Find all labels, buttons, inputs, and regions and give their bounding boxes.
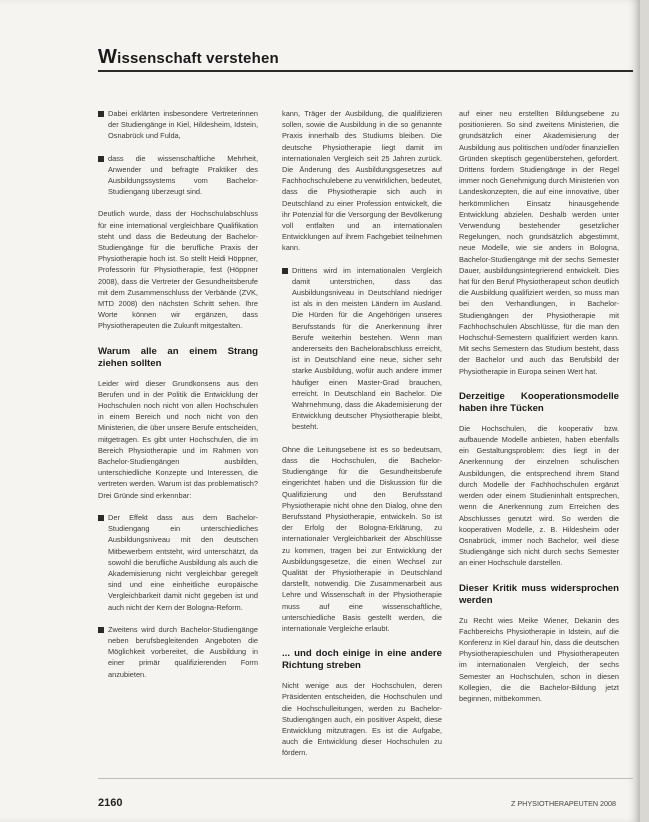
- bullet-item: Zweitens wird durch Bachelor-Studiengänge neben berufsbegleitenden Angeboten die Möglichkeit vorbereitet, die Ausbildung in einer primär qualifizierenden Form anzubieten.: [98, 624, 258, 680]
- footer-rule: [98, 778, 633, 779]
- column-1: [98, 108, 258, 691]
- header-rule: [98, 70, 633, 72]
- subheading: Dieser Kritik muss widersprochen werden: [459, 582, 619, 606]
- subheading: Warum alle an einem Strang ziehen sollten: [98, 345, 258, 369]
- section-header: [98, 46, 279, 69]
- paragraph: Die Hochschulen, die kooperativ bzw. aufbauende Modelle anbieten, haben ebenfalls ein Gestaltungsproblem: dies liegt in der Anerkennung der einzelnen schulischen Ausbildungen, die entsprechend ihrem Stand durch Modelle der Fachhochschulen ergänzt werden oder einem Studieninhalt entsprechen, wenn die Anerkennung zum Erreichen des Abschlusses genutzt wird. So werden die kooperativen Modelle, z. B. Hildesheim oder Osnabrück, immer noch Bachelor, weil diese Studiengänge sich nicht durch sechs Semester an einer Hochschule darstellen.: [459, 423, 619, 568]
- paragraph: auf einer neu erstellten Bildungsebene zu positionieren. So sind zweitens Ministerien, die grundsätzlich einer Akademisierung der Ausbildung aus politischen und/oder finanziellen Gründen skeptisch gegenüberstehen, gefordert. Drittens fordern Studiengänge in der Regel immer noch Genehmigung durch Ministerien von Landeskonzepten, die auf eine innovative, über herkömmlichen Einsatz hinausgehende Entwicklung abzielen. Deshalb werden unter Verwendung bestehender gesetzlicher Regelungen, noch grundsätzlich abgestimmt, neue Modelle, wie sie anders in Bologna, Bachelor-Studiengänge mit der sechs Semester Dauer, ausbildungsintegrierend entwickelt. Dies hat für den Beruf Physiotherapeut schon deutlich die Ausbildung qualifiziert werden, so muss man bei den Verhandlungen, in Bachelor-Studiengängen der Physiotherapie mit Fachhochschulen Abschlüsse, für die man den Hochschul-Semestern qualifiziert werden kann. Mit sechs Semestern das Studium besteht, dass der Bachelor und auch das Berufsbild der Physiotherapie in Europa seinen Wert hat.: [459, 109, 619, 376]
- header-initial: W: [98, 46, 118, 68]
- paragraph: Deutlich wurde, dass der Hochschulabschluss für eine international vergleichbare Qualifikation steht und dass die Bedeutung der Bachelor-Studiengänge für die berufliche Praxis der Physiotherapie hoch ist. So stellt Heidi Höppner, Professorin für Physiotherapie, fest (Höppner 2008), dass die Vertreter der Gesundheitsberufe mit dem Zusammenschluss der Verbände (ZVK, MTD 2008) den nächsten Schritt sehen. Ihre Worte können wir ergänzen, dass Physiotherapeuten die Zukunft mitgestalten.: [98, 209, 258, 331]
- paragraph: Zu Recht wies Meike Wiener, Dekanin des Fachbereichs Physiotherapie in Idstein, auf die Konferenz in Kiel darauf hin, dass die deutschen Physiotherapieschulen und Physiotherapeuten im internationalen Vergleich, der sechs Semester an Hochschulen, schon in diesen Kollegien, die die Bachelor-Bildung jetzt beginnen, mitbekommen.: [459, 615, 619, 703]
- bullet-item: dass die wissenschaftliche Mehrheit, Anwender und befragte Praktiker des Ausbildungssystems vom Bachelor-Studiengang überzeugt sind.: [98, 153, 258, 198]
- subheading: ... und doch einige in eine andere Richtung streben: [282, 648, 442, 672]
- column-2: [282, 108, 442, 770]
- bullet-item: Dabei erklärten insbesondere Vertreterinnen der Studiengänge in Kiel, Hildesheim, Idstein, Osnabrück und Fulda,: [98, 108, 258, 142]
- page-number: 2160: [98, 797, 123, 809]
- journal-title: Z PHYSIOTHERAPEUTEN 2008: [511, 799, 617, 808]
- column-3: [459, 108, 619, 715]
- header-rest: issenschaft verstehen: [117, 50, 279, 67]
- paragraph: kann, Träger der Ausbildung, die qualifizieren sollen, sowie die Ausbildung in die so genannte Praxis innerhalb des Studiums bleiben. Die deutsche Physiotherapie liegt damit im internationalen Vergleich seit 25 Jahren zurück. Die Änderung des Ausbildungsgesetzes auf Fachhochschulebene zu verwirklichen, bedeutet, dass die Physiotherapie sich auch in Deutschland zu einer Profession entwickelt, die ihr Potenzial für die Versorgung der Bevölkerung voll entfalten und an internationalen Entwicklungen auf ihrem Fachgebiet teilnehmen kann.: [282, 109, 442, 253]
- paragraph: Nicht wenige aus der Hochschulen, deren Präsidenten entscheiden, die Hochschulen und die Hochschulleitungen, werden zu Bachelor-Studiengängen auch, ein positiver Aspekt, diese Entwicklung mitzutragen. Es ist die Aufgabe, auch die Entwicklung dieser Hochschulen zu fördern.: [282, 681, 442, 758]
- bullet-item: Drittens wird im internationalen Vergleich damit unterstrichen, dass das Ausbildungsniveau in Deutschland niedriger ist als in den meisten Ländern im Ausland. Die Hürden für die Angehörigen unseres Berufsstands für die Anerkennung ihrer Berufe weiterhin bestehen. Wenn man andererseits den Bachelorabschluss erreicht, ist in Deutschland eine neue, sicher sehr starke Ausbildung, wofür auch andere immer häufiger einen Master-Grad brauchen, erreicht. In Deutschland ein Bachelor. Die Wahrnehmung, dass die Akademisierung der Entwicklung deutscher Physiotherapie bleibt, besteht.: [282, 265, 442, 433]
- paragraph: Leider wird dieser Grundkonsens aus den Berufen und in der Politik die Entwicklung der Hochschulen noch nicht von allen Hochschulen in einem Bereich und noch nicht von den Ministerien, die über unsere Berufe entscheiden, mitgetragen. Es gibt unter Hochschulen, die im Bereich Physiotherapie und im Rahmen von Bachelor-Studiengängen ausbilden, unterschiedliche Konzepte und Interessen, die vertreten werden. Warum ist das problematisch? Drei Gründe sind erkennbar:: [98, 378, 258, 500]
- bullet-item: Der Effekt dass aus dem Bachelor-Studiengang ein unterschiedliches Ausbildungsniveau mit den deutschen Mitbewerbern entsteht, wird unterschätzt, da sowohl die berufliche Ausbildung als auch die Akademisierung nicht vergleichbar geregelt sind und eine einheitliche europäische Vergleichbarkeit damit nicht gegeben ist und auch nicht der Kern der Bologna-Reform.: [98, 512, 258, 613]
- subheading: Derzeitige Kooperationsmodelle haben ihre Tücken: [459, 390, 619, 414]
- paragraph: Ohne die Leitungsebene ist es so bedeutsam, dass die Hochschulen, die Bachelor-Studiengänge für die Gesundheitsberufe eingerichtet haben und die Diskussion für die Qualifizierung und den Berufsstand Physiotherapie nicht ohne den Dialog, ohne den Berufsstand Physiotherapie, entwickeln. So ist der Erfolg der Bologna-Erklärung, zu internationaler Vergleichbarkeit der Abschlüsse zu kommen, tragen bei zur Entwicklung der Ausbildungsgesetze, die einen Wechsel zur Qualität der Physiotherapie in Deutschland darstellt, notwendig. Die Zusammenarbeit aus Lehre und Wissenschaft in der Physiotherapie muss auf eine wissenschaftliche, unterschiedliche Basis gestellt werden, die internationale Vergleiche erlaubt.: [282, 444, 442, 633]
